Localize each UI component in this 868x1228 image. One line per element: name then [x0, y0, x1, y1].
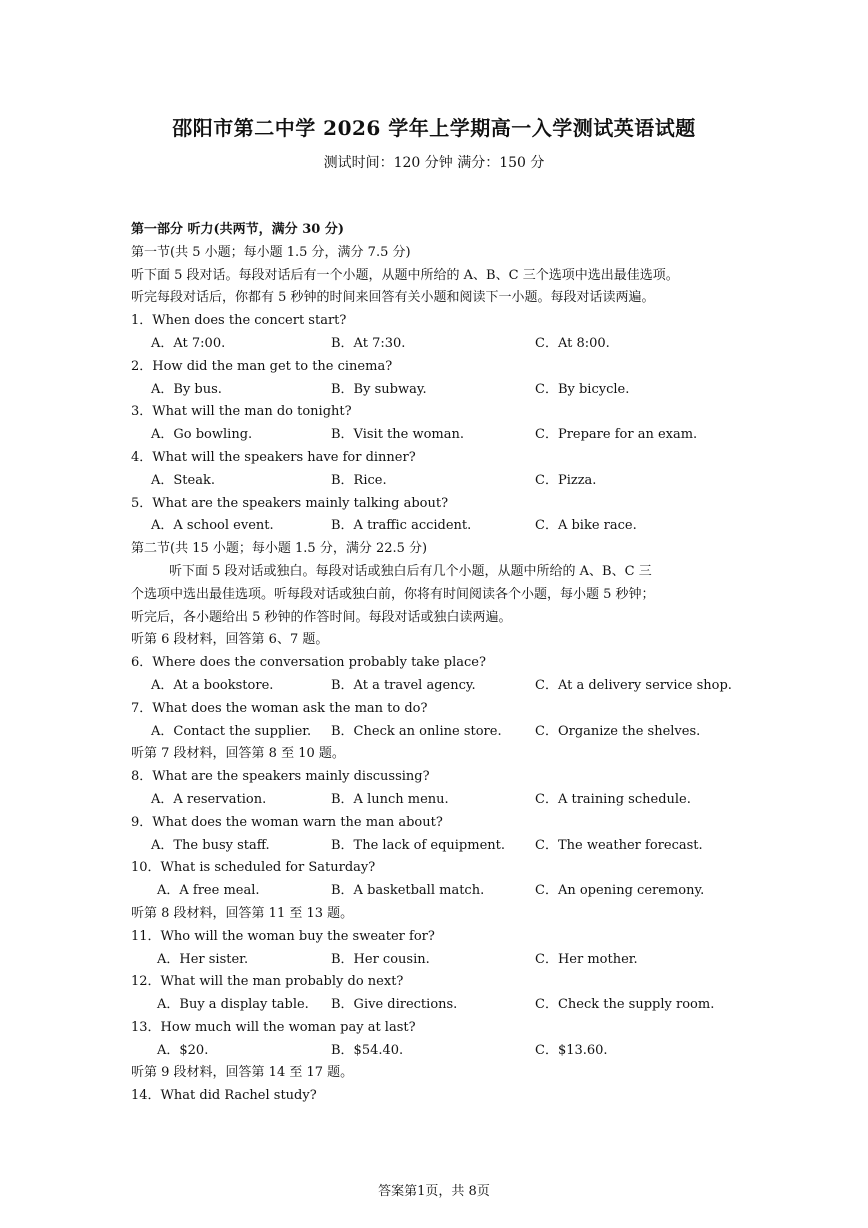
option-a: A．A reservation. — [151, 791, 267, 807]
section2-instruction: 个选项中选出最佳选项。听每段对话或独白前，你将有时间阅读各个小题，每小题 5 秒钟； — [131, 586, 655, 602]
material-note: 听第 6 段材料，回答第 6、7 题。 — [131, 632, 329, 648]
option-c: C．Prepare for an exam. — [535, 427, 698, 443]
options-row — [131, 515, 741, 538]
option-a: A．Go bowling. — [151, 427, 253, 443]
question: 6．Where does the conversation probably take place? — [131, 655, 486, 671]
option-a: A．The busy staff. — [151, 837, 270, 853]
options-row — [131, 333, 741, 356]
question: 14．What did Rachel study? — [131, 1088, 317, 1104]
question: 1．When does the concert start? — [131, 313, 347, 329]
question: 7．What does the woman ask the man to do? — [131, 700, 428, 716]
section2-instruction: 听下面 5 段对话或独白。每段对话或独白后有几个小题，从题中所给的 A、B、C 三 — [169, 563, 652, 579]
option-b: B．Her cousin. — [331, 951, 430, 967]
option-a: A．A free meal. — [157, 883, 260, 899]
option-b: B．By subway. — [331, 381, 427, 397]
options-row — [131, 880, 741, 903]
option-a: A．Steak. — [151, 472, 215, 488]
option-b: B．A lunch menu. — [331, 791, 449, 807]
options-row — [131, 949, 741, 972]
option-c: C．At 8:00. — [535, 335, 610, 351]
option-b: B．The lack of equipment. — [331, 837, 506, 853]
option-a: A．At 7:00. — [151, 335, 226, 351]
section1-instruction: 听下面 5 段对话。每段对话后有一个小题，从题中所给的 A、B、C 三个选项中选出最佳选项。 — [131, 267, 679, 283]
option-c: C．Her mother. — [535, 951, 638, 967]
section1-instruction: 听完每段对话后，你都有 5 秒钟的时间来回答有关小题和阅读下一小题。每段对话读两遍。 — [131, 290, 655, 306]
option-a: A．Contact the supplier. — [151, 723, 312, 739]
option-b: B．At a travel agency. — [331, 677, 476, 693]
option-a: A．Buy a display table. — [157, 997, 309, 1013]
option-b: B．Check an online store. — [331, 723, 502, 739]
exam-content — [131, 219, 741, 1108]
question: 10．What is scheduled for Saturday? — [131, 860, 376, 876]
page-footer: 答案第1页，共 8页 — [378, 1184, 490, 1199]
option-a: A．By bus. — [151, 381, 222, 397]
option-b: B．A basketball match. — [331, 883, 485, 899]
option-a: A．At a bookstore. — [151, 677, 274, 693]
option-c: C．An opening ceremony. — [535, 883, 705, 899]
option-b: B．Give directions. — [331, 997, 458, 1013]
option-b: B．Rice. — [331, 472, 387, 488]
option-b: B．$54.40. — [331, 1042, 404, 1058]
section2-heading: 第二节(共 15 小题；每小题 1.5 分，满分 22.5 分) — [131, 541, 428, 557]
option-c: C．Pizza. — [535, 472, 597, 488]
question: 5．What are the speakers mainly talking about? — [131, 495, 449, 511]
question: 11．Who will the woman buy the sweater for? — [131, 928, 435, 944]
options-row — [131, 379, 741, 402]
option-c: C．At a delivery service shop. — [535, 677, 732, 693]
option-c: C．A training schedule. — [535, 791, 691, 807]
option-a: A．$20. — [157, 1042, 209, 1058]
option-a: A．Her sister. — [157, 951, 249, 967]
question: 2．How did the man get to the cinema? — [131, 358, 393, 374]
option-c: C．The weather forecast. — [535, 837, 703, 853]
options-row — [131, 789, 741, 812]
question: 9．What does the woman warn the man about? — [131, 814, 443, 830]
question: 12．What will the man probably do next? — [131, 974, 404, 990]
material-note: 听第 9 段材料，回答第 14 至 17 题。 — [131, 1065, 354, 1081]
option-c: C．$13.60. — [535, 1042, 608, 1058]
material-note: 听第 8 段材料，回答第 11 至 13 题。 — [131, 905, 354, 921]
option-c: C．Check the supply room. — [535, 997, 715, 1013]
options-row — [131, 835, 741, 858]
options-row — [131, 675, 741, 698]
options-row — [131, 470, 741, 493]
option-b: B．At 7:30. — [331, 335, 406, 351]
option-c: C．Organize the shelves. — [535, 723, 701, 739]
question: 13．How much will the woman pay at last? — [131, 1019, 416, 1035]
exam-title: 邵阳市第二中学 2026 学年上学期高一入学测试英语试题 — [172, 116, 696, 140]
question: 8．What are the speakers mainly discussing? — [131, 769, 430, 785]
options-row — [131, 1040, 741, 1063]
option-c: C．By bicycle. — [535, 381, 630, 397]
option-b: B．A traffic accident. — [331, 518, 472, 534]
options-row — [131, 721, 741, 744]
question: 3．What will the man do tonight? — [131, 404, 352, 420]
option-b: B．Visit the woman. — [331, 427, 465, 443]
option-a: A．A school event. — [151, 518, 274, 534]
option-c: C．A bike race. — [535, 518, 637, 534]
options-row — [131, 994, 741, 1017]
exam-subtitle: 测试时间：120 分钟 满分：150 分 — [323, 155, 545, 171]
options-row — [131, 424, 741, 447]
part1-heading: 第一部分 听力(共两节，满分 30 分) — [131, 222, 344, 237]
material-note: 听第 7 段材料，回答第 8 至 10 题。 — [131, 746, 345, 762]
section2-instruction: 听完后，各小题给出 5 秒钟的作答时间。每段对话或独白读两遍。 — [131, 609, 512, 625]
question: 4．What will the speakers have for dinner? — [131, 449, 416, 465]
section1-heading: 第一节(共 5 小题；每小题 1.5 分，满分 7.5 分) — [131, 244, 411, 260]
